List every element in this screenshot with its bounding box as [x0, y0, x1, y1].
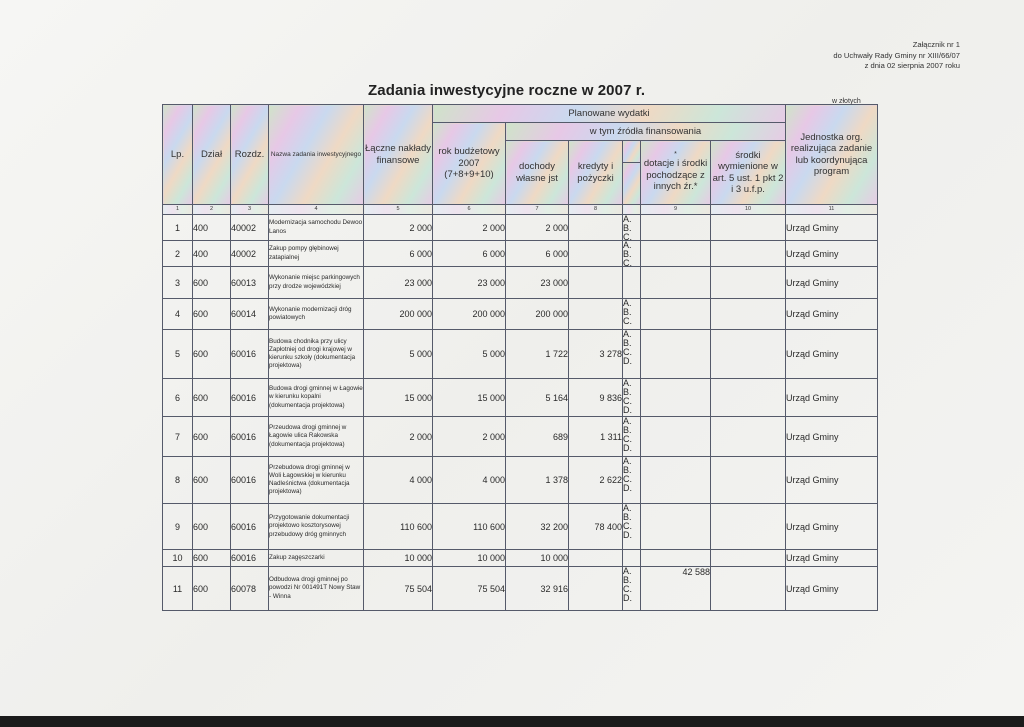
cell-abc: [623, 215, 641, 241]
header-kredyty: kredyty i pożyczki: [569, 141, 623, 205]
cell-laczne: 75 504: [364, 567, 433, 611]
cell-kredyty: [569, 267, 623, 299]
cell-srodki: [711, 299, 786, 330]
cell-rozdz: 60016: [231, 457, 269, 504]
source-letter: B.: [623, 338, 632, 348]
table-row: [163, 457, 878, 504]
cell-rozdz: 60016: [231, 379, 269, 417]
header-dotacje: [641, 141, 711, 205]
cell-jednostka: Urząd Gminy: [786, 330, 878, 379]
source-letter: A.: [623, 504, 632, 513]
source-letter: C.: [623, 347, 632, 357]
header-abc-blank-2: [623, 163, 641, 205]
col-num: 1: [163, 205, 193, 215]
cell-nazwa: Wykonanie miejsc parkingowych przy drodze wojewódzkiej: [269, 267, 364, 299]
cell-dochody: 10 000: [506, 550, 569, 567]
header-nazwa: Nazwa zadania inwestycyjnego: [269, 105, 364, 205]
cell-nazwa: Zakup pompy głębinowej zatapialnej: [269, 241, 364, 267]
cell-laczne: 2 000: [364, 417, 433, 457]
col-num: 2: [193, 205, 231, 215]
table-row: [163, 267, 878, 299]
header-dotacje-text: dotacje i środki pochodzące z innych źr.*: [643, 158, 708, 193]
cell-dzial: 400: [193, 241, 231, 267]
cell-jednostka: Urząd Gminy: [786, 379, 878, 417]
header-jednostka: Jednostka org. realizująca zadanie lub koordynująca program: [786, 105, 878, 205]
table-row: [163, 241, 878, 267]
cell-dotacje: [641, 417, 711, 457]
cell-srodki: [711, 241, 786, 267]
cell-dzial: 600: [193, 457, 231, 504]
cell-laczne: 15 000: [364, 379, 433, 417]
source-letter: B.: [623, 465, 632, 475]
source-letter: B.: [623, 425, 632, 435]
header-rozdz: Rozdz.: [231, 105, 269, 205]
header-laczne: Łączne nakłady finansowe: [364, 105, 433, 205]
table-row: [163, 567, 878, 611]
table-row: [163, 215, 878, 241]
cell-jednostka: Urząd Gminy: [786, 215, 878, 241]
source-letter: D.: [623, 593, 632, 603]
cell-dotacje: [641, 267, 711, 299]
cell-kredyty: 2 622: [569, 457, 623, 504]
cell-lp: 7: [163, 417, 193, 457]
cell-lp: 9: [163, 504, 193, 550]
cell-nazwa: Przygotowanie dokumentacji projektowo kosztorysowej przebudowy dróg gminnych: [269, 504, 364, 550]
cell-abc: [623, 417, 641, 457]
source-letter: B.: [623, 512, 632, 522]
cell-dotacje: [641, 504, 711, 550]
cell-dzial: 600: [193, 417, 231, 457]
header-srodki: środki wymienione w art. 5 ust. 1 pkt 2 i 3 u.f.p.: [711, 141, 786, 205]
cell-laczne: 5 000: [364, 330, 433, 379]
cell-abc: [623, 330, 641, 379]
cell-kredyty: 3 278: [569, 330, 623, 379]
cell-dochody: 6 000: [506, 241, 569, 267]
cell-kredyty: [569, 567, 623, 611]
cell-lp: 1: [163, 215, 193, 241]
cell-dzial: 600: [193, 504, 231, 550]
source-letter: A.: [623, 457, 632, 466]
cell-jednostka: Urząd Gminy: [786, 267, 878, 299]
table-row: [163, 299, 878, 330]
cell-srodki: [711, 330, 786, 379]
cell-kredyty: [569, 215, 623, 241]
cell-rozdz: 60016: [231, 550, 269, 567]
source-letter: C.: [623, 434, 632, 444]
cell-rozdz: 60013: [231, 267, 269, 299]
page-title: Zadania inwestycyjne roczne w 2007 r.: [368, 82, 646, 99]
cell-srodki: [711, 504, 786, 550]
source-letter: B.: [623, 307, 632, 317]
cell-rok: 5 000: [433, 330, 506, 379]
cell-dotacje: [641, 215, 711, 241]
source-letter: C.: [623, 258, 632, 266]
table-row: [163, 417, 878, 457]
cell-dzial: 600: [193, 550, 231, 567]
source-letter: D.: [623, 483, 632, 493]
cell-dzial: 600: [193, 299, 231, 330]
cell-kredyty: 1 311: [569, 417, 623, 457]
source-letter: C.: [623, 474, 632, 484]
cell-laczne: 6 000: [364, 241, 433, 267]
cell-lp: 11: [163, 567, 193, 611]
source-letter: A.: [623, 299, 632, 308]
cell-laczne: 110 600: [364, 504, 433, 550]
cell-jednostka: Urząd Gminy: [786, 299, 878, 330]
source-letter: A.: [623, 330, 632, 339]
cell-dochody: 2 000: [506, 215, 569, 241]
cell-rozdz: 40002: [231, 215, 269, 241]
cell-rok: 110 600: [433, 504, 506, 550]
cell-srodki: [711, 457, 786, 504]
source-letter: D.: [623, 443, 632, 453]
cell-rozdz: 60014: [231, 299, 269, 330]
header-zrodla: w tym źródła finansowania: [506, 123, 786, 141]
cell-dochody: 32 200: [506, 504, 569, 550]
cell-srodki: [711, 215, 786, 241]
cell-dochody: 32 916: [506, 567, 569, 611]
source-letter: C.: [623, 232, 632, 240]
source-letter: A.: [623, 215, 632, 224]
annex-reference: [833, 40, 960, 72]
table-row: [163, 330, 878, 379]
cell-dotacje: [641, 241, 711, 267]
cell-lp: 2: [163, 241, 193, 267]
cell-kredyty: [569, 241, 623, 267]
cell-abc: [623, 241, 641, 267]
annex-number: Załącznik nr 1: [912, 40, 960, 49]
cell-srodki: [711, 567, 786, 611]
cell-rozdz: 40002: [231, 241, 269, 267]
col-num: 9: [641, 205, 711, 215]
cell-rozdz: 60016: [231, 504, 269, 550]
cell-nazwa: Budowa drogi gminnej w Łagowie w kierunku kopalni (dokumentacja projektowa): [269, 379, 364, 417]
source-letter: A.: [623, 417, 632, 426]
source-letter: B.: [623, 223, 632, 233]
cell-jednostka: Urząd Gminy: [786, 417, 878, 457]
col-num: 8: [569, 205, 623, 215]
header-lp: Lp.: [163, 105, 193, 205]
annex-resolution: do Uchwały Rady Gminy nr XIII/66/07: [833, 50, 960, 60]
cell-dzial: 600: [193, 330, 231, 379]
cell-laczne: 2 000: [364, 215, 433, 241]
cell-dochody: 23 000: [506, 267, 569, 299]
cell-laczne: 10 000: [364, 550, 433, 567]
cell-abc: [623, 267, 641, 299]
col-num: 7: [506, 205, 569, 215]
cell-abc: [623, 379, 641, 417]
cell-rok: 6 000: [433, 241, 506, 267]
cell-dotacje: [641, 379, 711, 417]
col-num-blank: [623, 205, 641, 215]
source-letter: C.: [623, 316, 632, 326]
cell-srodki: [711, 267, 786, 299]
cell-nazwa: Budowa chodnika przy ulicy Zapłotniej od drogi krajowej w kierunku szkoły (dokumentacja projektowa): [269, 330, 364, 379]
cell-dochody: 200 000: [506, 299, 569, 330]
cell-dotacje: [641, 550, 711, 567]
source-letter: D.: [623, 356, 632, 366]
cell-lp: 5: [163, 330, 193, 379]
source-letter: B.: [623, 249, 632, 259]
header-rok: rok budżetowy 2007 (7+8+9+10): [433, 123, 506, 205]
cell-dochody: 1 722: [506, 330, 569, 379]
cell-dotacje: 42 588: [641, 567, 711, 611]
col-num: 4: [269, 205, 364, 215]
source-letter: C.: [623, 521, 632, 531]
cell-laczne: 200 000: [364, 299, 433, 330]
cell-lp: 3: [163, 267, 193, 299]
cell-nazwa: Wykonanie modernizacji dróg powiatowych: [269, 299, 364, 330]
cell-jednostka: Urząd Gminy: [786, 457, 878, 504]
cell-laczne: 4 000: [364, 457, 433, 504]
cell-rok: 4 000: [433, 457, 506, 504]
cell-dochody: 5 164: [506, 379, 569, 417]
cell-nazwa: Odbudowa drogi gminnej po powodzi Nr 001491T Nowy Staw - Winna: [269, 567, 364, 611]
cell-abc: [623, 567, 641, 611]
source-letter: A.: [623, 567, 632, 576]
cell-abc: [623, 457, 641, 504]
cell-rozdz: 60078: [231, 567, 269, 611]
cell-dochody: 1 378: [506, 457, 569, 504]
col-num: 3: [231, 205, 269, 215]
table-row: [163, 550, 878, 567]
cell-nazwa: Przeudowa drogi gminnej w Łagowie ulica Rakowska (dokumentacja projektowa): [269, 417, 364, 457]
cell-dotacje: [641, 299, 711, 330]
cell-rozdz: 60016: [231, 417, 269, 457]
cell-kredyty: [569, 299, 623, 330]
header-dzial: Dział: [193, 105, 231, 205]
source-letter: C.: [623, 396, 632, 406]
cell-dzial: 600: [193, 379, 231, 417]
cell-lp: 10: [163, 550, 193, 567]
header-planowane: Planowane wydatki: [433, 105, 786, 123]
investment-table: [162, 104, 878, 611]
cell-dzial: 400: [193, 215, 231, 241]
col-num: 10: [711, 205, 786, 215]
cell-srodki: [711, 417, 786, 457]
source-letter: D.: [623, 530, 632, 540]
cell-rok: 10 000: [433, 550, 506, 567]
column-number-row: [163, 205, 878, 215]
cell-abc: [623, 299, 641, 330]
cell-srodki: [711, 379, 786, 417]
cell-jednostka: Urząd Gminy: [786, 241, 878, 267]
cell-lp: 6: [163, 379, 193, 417]
source-letter: B.: [623, 575, 632, 585]
unit-note: w złotych: [832, 98, 861, 105]
cell-jednostka: Urząd Gminy: [786, 567, 878, 611]
cell-dzial: 600: [193, 567, 231, 611]
cell-rok: 2 000: [433, 215, 506, 241]
source-letter: A.: [623, 379, 632, 388]
cell-srodki: [711, 550, 786, 567]
source-letter: C.: [623, 584, 632, 594]
cell-nazwa: Przebudowa drogi gminnej w Woli Łagowskiej w kierunku Nadleśnictwa (dokumentacja projektowa): [269, 457, 364, 504]
scan-edge-band: [0, 716, 1024, 727]
cell-lp: 4: [163, 299, 193, 330]
header-dochody: dochody własne jst: [506, 141, 569, 205]
source-letter: B.: [623, 387, 632, 397]
col-num: 5: [364, 205, 433, 215]
source-letter: D.: [623, 405, 632, 415]
table-row: [163, 379, 878, 417]
cell-rozdz: 60016: [231, 330, 269, 379]
cell-rok: 23 000: [433, 267, 506, 299]
annex-date: z dnia 02 sierpnia 2007 roku: [864, 61, 960, 70]
header-abc-blank: [623, 141, 641, 163]
cell-rok: 15 000: [433, 379, 506, 417]
cell-dochody: 689: [506, 417, 569, 457]
table-row: [163, 504, 878, 550]
cell-rok: 200 000: [433, 299, 506, 330]
cell-jednostka: Urząd Gminy: [786, 550, 878, 567]
cell-kredyty: [569, 550, 623, 567]
cell-kredyty: 78 400: [569, 504, 623, 550]
cell-rok: 2 000: [433, 417, 506, 457]
col-num: 6: [433, 205, 506, 215]
cell-dzial: 600: [193, 267, 231, 299]
cell-nazwa: Modernizacja samochodu Dewoo Lanos: [269, 215, 364, 241]
cell-jednostka: Urząd Gminy: [786, 504, 878, 550]
cell-laczne: 23 000: [364, 267, 433, 299]
cell-nazwa: Zakup zagęszczarki: [269, 550, 364, 567]
cell-rok: 75 504: [433, 567, 506, 611]
cell-dotacje: [641, 330, 711, 379]
source-letter: A.: [623, 241, 632, 250]
col-num: 11: [786, 205, 878, 215]
cell-abc: [623, 504, 641, 550]
cell-lp: 8: [163, 457, 193, 504]
cell-abc: [623, 550, 641, 567]
cell-kredyty: 9 836: [569, 379, 623, 417]
cell-dotacje: [641, 457, 711, 504]
header-dotacje-mark: *: [674, 151, 677, 159]
